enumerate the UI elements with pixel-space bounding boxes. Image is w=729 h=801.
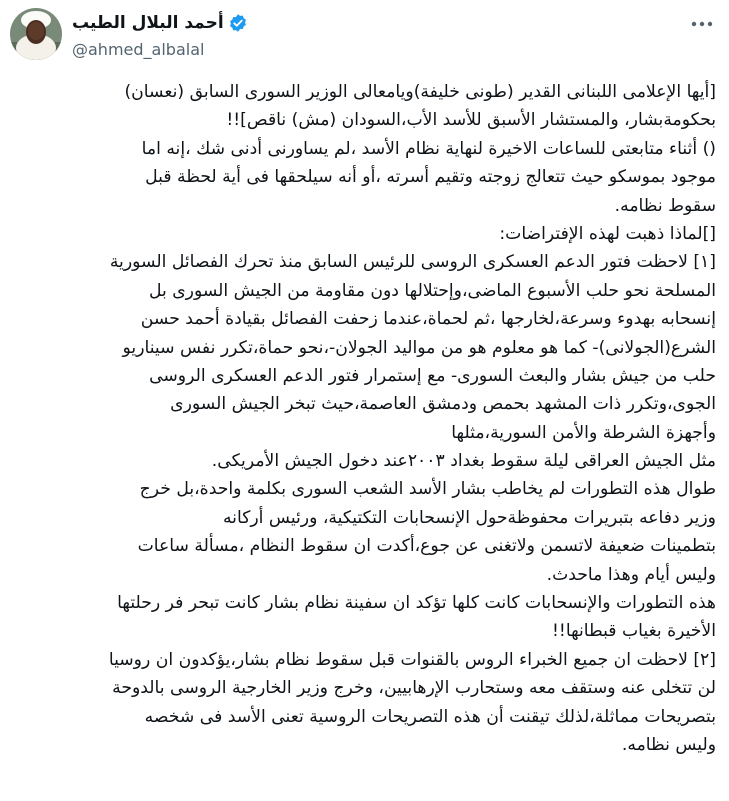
avatar[interactable] xyxy=(10,8,62,60)
tweet-text-line: بتطمينات ضعيفة لاتسمن ولاتغنى عن جوع،أكدت ان سقوط النظام ،مسألة ساعات xyxy=(137,536,716,557)
tweet-text-line: []لماذا ذهبت لهذه الإفتراضات: xyxy=(499,223,716,244)
tweet-text-line: [٢] لاحظت ان جميع الخبراء الروس بالقنوات قبل سقوط نظام بشار،يؤكدون ان روسيا xyxy=(108,649,716,670)
tweet-text-line: هذه التطورات والإنسحابات كانت كلها تؤكد ان سفينة نظام بشار كانت تبحر فر رحلتها xyxy=(117,593,716,614)
tweet-text-line: [١] لاحظت فتور الدعم العسكرى الروسى للرئيس السابق منذ تحرك الفصائل السورية xyxy=(109,252,716,273)
author-block xyxy=(72,10,572,59)
tweet-text-line: مثل الجيش العراقى ليلة سقوط بغداد ٢٠٠٣عند دخول الجيش الأمريكى. xyxy=(211,451,716,472)
author-handle[interactable]: @ahmed_albalal xyxy=(72,40,205,59)
tweet-text-line: بحكومةبشار، والمستشار الأسبق للأسد الأب،السودان (مش) ناقص]!! xyxy=(226,110,716,131)
tweet-text-line: لن تتخلى عنه وستقف معه وستحارب الإرهابيين، وخرج وزير الخارجية الروسى بالدوحة xyxy=(112,678,716,699)
tweet-text-line: موجود بموسكو حيث تتعالج زوجته وتقيم أسرته ،أو أنه سيلحقها فى أية لحظة قبل xyxy=(145,167,716,188)
tweet-text-line: () أثناء متابعتى للساعات الاخيرة لنهاية نظام الأسد ،لم يساورنى أدنى شك ،إنه اما xyxy=(141,138,716,159)
tweet-text-line: إنسحابه بهدوء وسرعة،لخارجها ،ثم لحماة،عندما زحفت الفصائل بقيادة أحمد حسن xyxy=(140,309,716,330)
tweet-text-line: الشرع(الجولانى)- كما هو معلوم هو من مواليد الجولان-،نحو حماة،تكرر نفس سيناريو xyxy=(122,337,716,358)
tweet-text-line: وليس نظامه. xyxy=(621,734,716,755)
tweet-text-line: الأخيرة بغياب قبطانها!! xyxy=(552,621,716,642)
verified-badge-icon xyxy=(228,13,248,33)
tweet-text-line: وأجهزة الشرطة والأمن السورية،مثلها xyxy=(451,422,716,443)
avatar-image xyxy=(10,8,62,60)
tweet-text-line: المسلحة نحو حلب الأسبوع الماضى،وإحتلالها دون مقاومة من الجيش السورى بل xyxy=(148,280,716,301)
tweet-text-line: وزير دفاعه بتبريرات محفوظةحول الإنسحابات التكتيكية، ورئيس أركانه xyxy=(222,507,716,528)
tweet-text xyxy=(14,78,716,759)
tweet-text-line: سقوط نظامه. xyxy=(614,195,716,216)
more-options-icon[interactable] xyxy=(687,12,717,36)
tweet-text-line: حلب من جيش بشار والبعث السورى- مع إستمرار فتور الدعم العسكرى الروسى xyxy=(149,365,716,386)
tweet-header xyxy=(0,0,729,80)
author-display-name[interactable]: أحمد البلال الطيب xyxy=(72,13,224,33)
tweet-text-line: الجوى،وتكرر ذات المشهد بحمص ودمشق العاصمة،حيث تبخر الجيش السورى xyxy=(170,394,716,415)
tweet-text-line: وليس أيام وهذا ماحدث. xyxy=(546,564,716,585)
tweet-text-line: طوال هذه التطورات لم يخاطب بشار الأسد الشعب السورى بكلمة واحدة،بل خرج xyxy=(139,479,716,500)
tweet-text-line: بتصريحات مماثلة،لذلك تيقنت أن هذه التصريحات الروسية تعنى الأسد فى شخصه xyxy=(144,706,716,727)
tweet-text-line: [أيها الإعلامى اللبنانى القدير (طونى خليفة)ويامعالى الوزير السورى السابق (نعسان) xyxy=(124,82,716,102)
